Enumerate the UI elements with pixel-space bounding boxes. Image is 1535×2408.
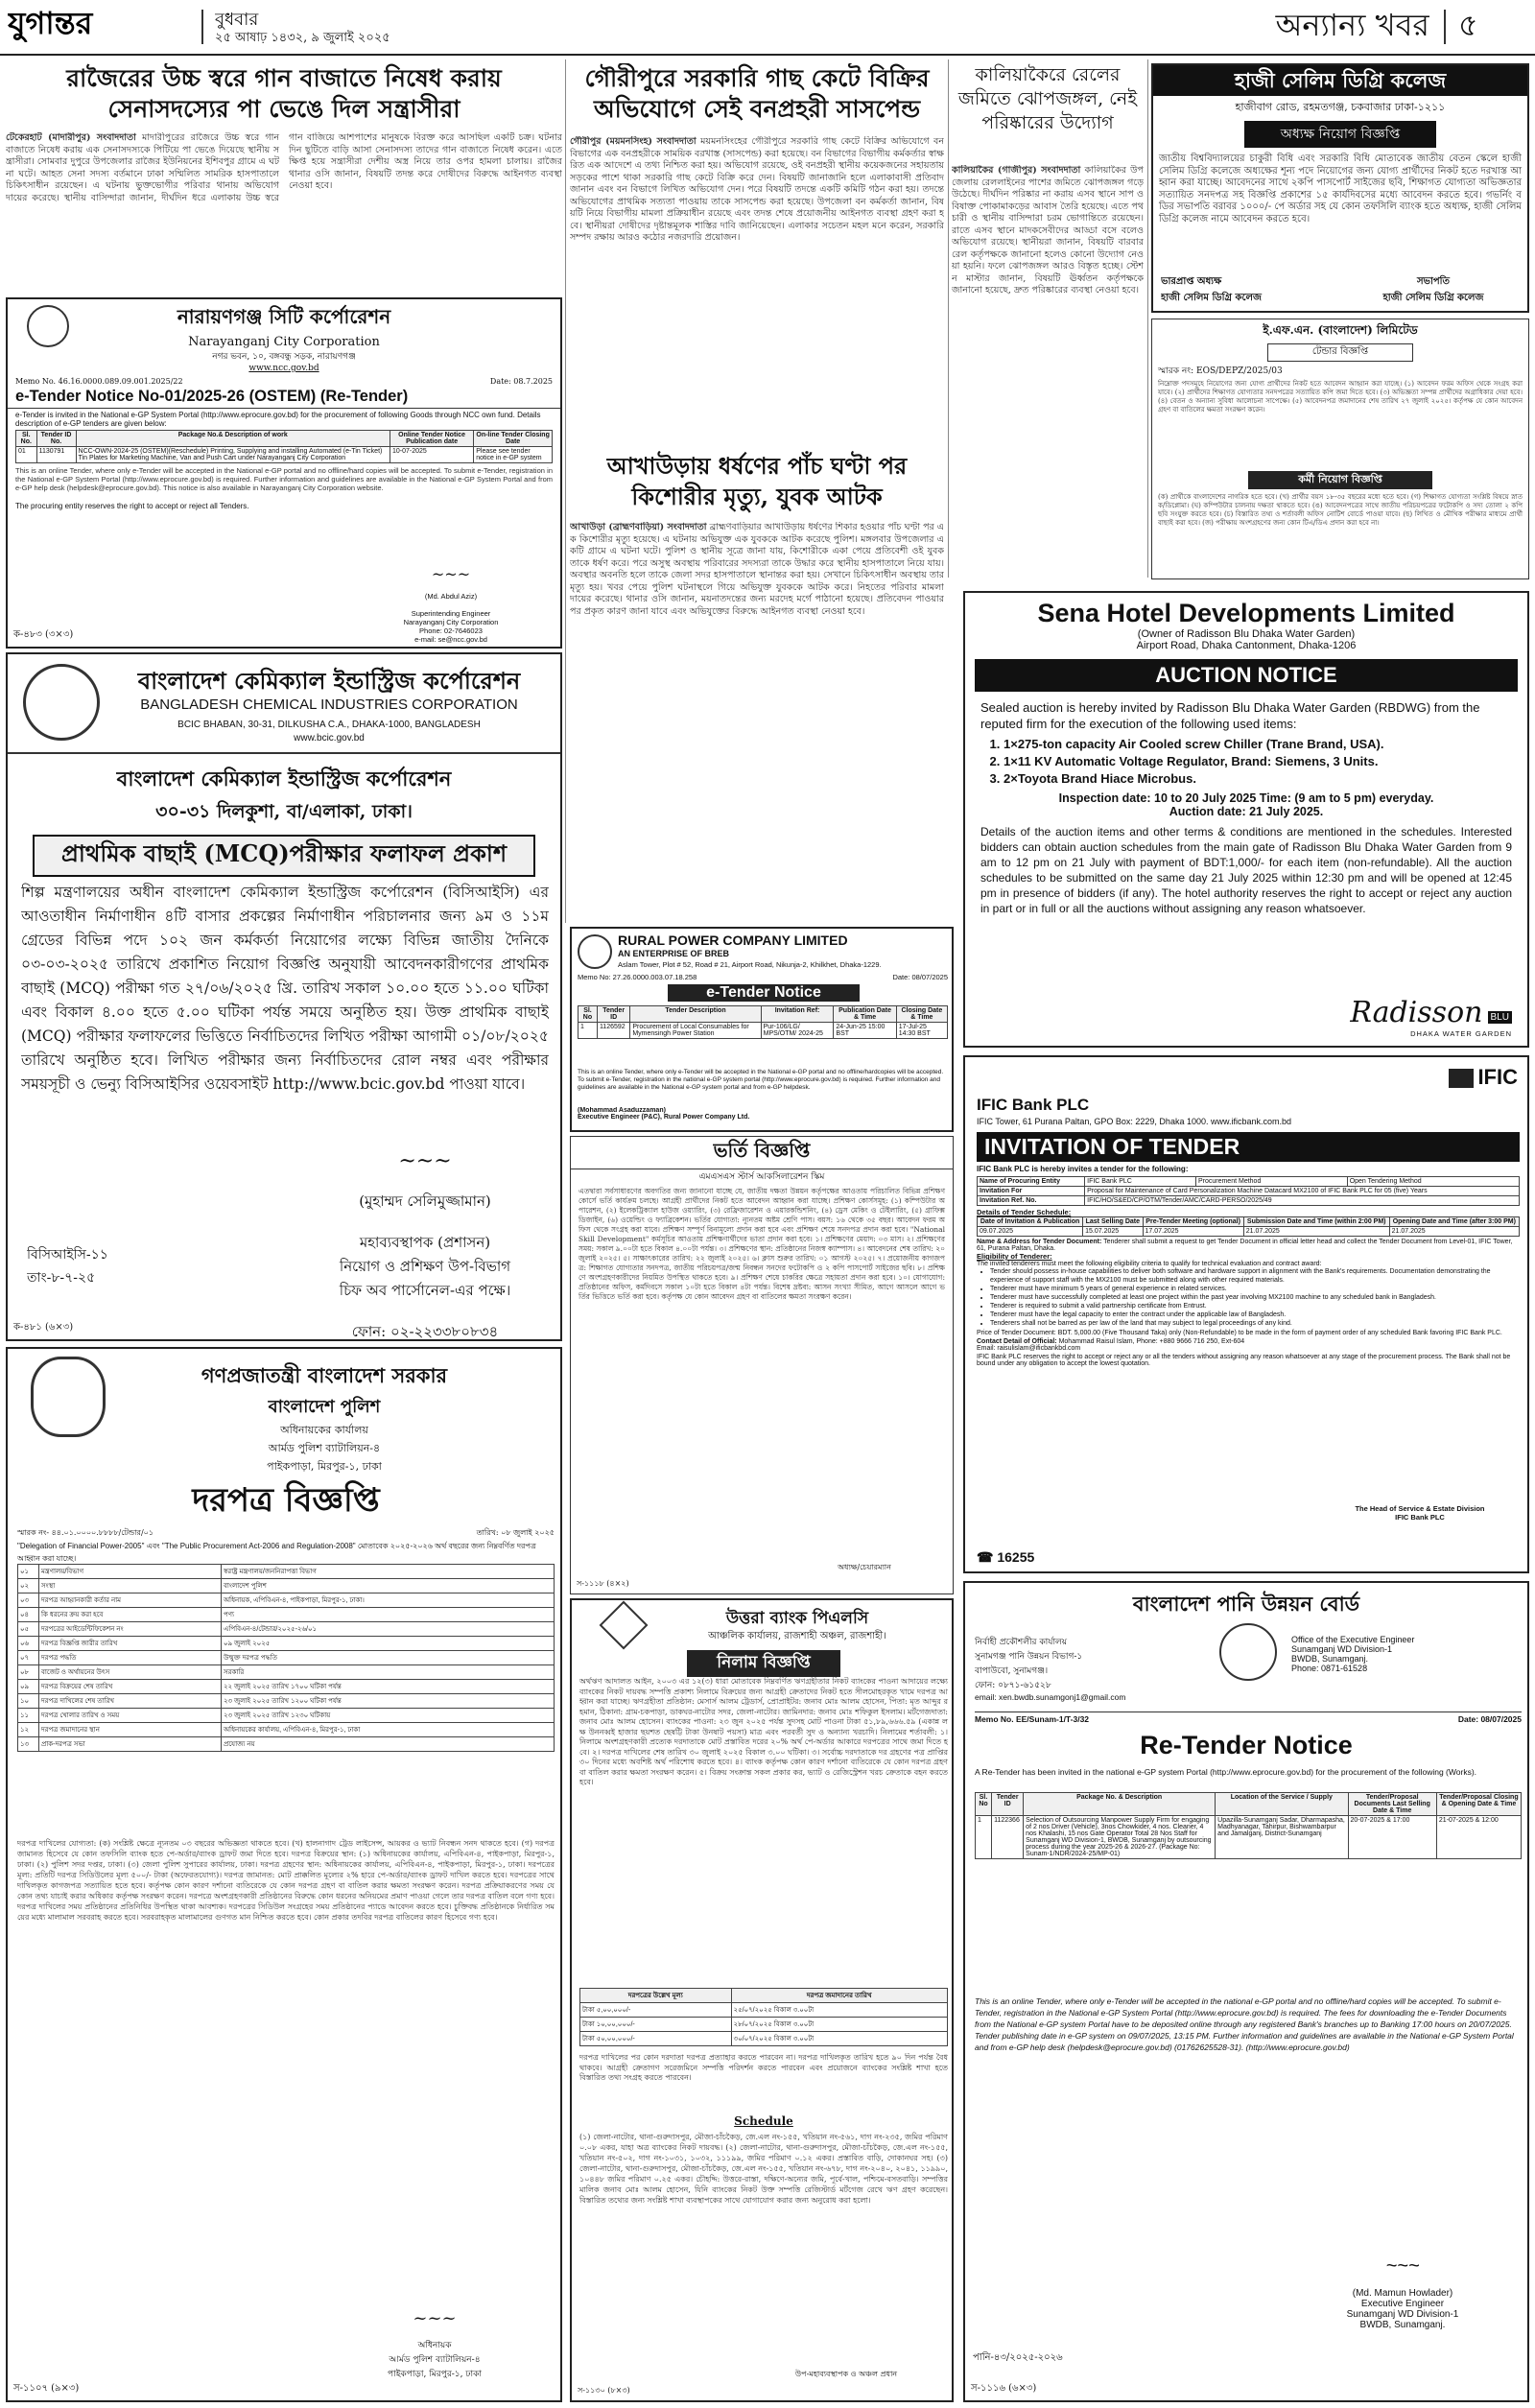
notice-intro: Sealed auction is hereby invited by Radisson Blu Dhaka Water Garden (RBDWG) from the reputed firm for the execution of the following used items: [980,700,1480,731]
notice-title: Re-Tender Notice [1140,1731,1353,1759]
list-item: 1. 1×275-ton capacity Air Cooled screw Chiller (Trane Brand, USA). [1004,736,1489,753]
auction-summary-table: দরপত্রের উল্লেখ মূল্য দরপত্র জমাদানের তারিখ টাকা ৫,০০,০০০/- ২৫/০৭/২০২৫ বিকাল ৩.০০টা টাকা ১০,০০,০০০/- ২৮/০৭/২০২৫ বিকাল ৩.০০টা টাকা ৫০,০০,০০০/- ৩০/০৭/২০২৫ বিকাল ৩.০০টা [579,1988,948,2046]
notice-body: This is an online Tender, where only e-Tender will be accepted in the national e-GP portal and no offline/hard copies will be accepted. To submit e-Tender, registration in the National e-GP System Portal (http://www.eprocure.gov.bd) is required. The fees for downloading the e-Tender Documents from the National e-GP system Portal have to be deposited online through any registered Bank's branches up to Banking 17:00 hours on 20/07/2025. Tender publishing date in e-GP system on 09/07/2025, 13:15 PM. Further information and guidelines are available in the National e-GP System Portal and from e-GP help desk (helpdesk@eprocure.gov.bd) (01762625528-31). (http://www.eprocure.gov.bd) [975,1996,1514,2052]
memo-date: Date: 08/07/2025 [892,973,948,981]
ad-bcic [6,652,562,1341]
ad-code: স-১১০৭ (৯×৩) [13,2383,80,2394]
org-website-link[interactable]: www.bcic.gov.bd [294,733,365,744]
notice-title: দরপত্র বিজ্ঞপ্তি [192,1481,380,1520]
org-name-bn: নারায়ণগঞ্জ সিটি কর্পোরেশন [177,305,391,328]
org-address: নগর ভবন, ১০, বঙ্গবন্ধু সড়ক, নারায়ণগঞ্জ [212,352,356,362]
memo-number: Memo No: 27.26.0000.003.07.18.258 [578,973,697,981]
article-rajoir: রাজৈরের উচ্চ স্বরে গান বাজাতে নিষেধ করায় সেনাসদস্যের পা ভেঙে দিল সন্ত্রাসীরা টেকেরহাট (মাদারীপুর) সংবাদদাতা মাদারীপুরের রাজৈরে উচ্চ স্বরে গান বাজাতে নিষেধ করায় এক সেনাসদস্যকে পিটিয়ে পা ভেঙে দিয়েছে স্থানীয় সন্ত্রাসীরা। সোমবার দুপুরে উপজেলার রাজৈর ইউনিয়নের ইশিবপুর গ্রামে এ ঘটনা ঘটে। আহত সেনা সদস্য বর্তমানে ঢাকা সম্মিলিত সামরিক হাসপাতালে চিকিৎসাধীন রয়েছেন। এ ঘটনায় ভুক্তভোগীর পরিবার থানায় অভিযোগ দায়ের করেছে। স্থানীয় বাসিন্দারা জানান, দীর্ঘদিন ধরে এলাকায় উচ্চ স্বরে গান বাজিয়ে আশপাশের মানুষকে বিরক্ত করে আসছিল একটি চক্র। ঘটনার দিন ছুটিতে বাড়ি আসা সেনাসদস্য তাদের গান বাজাতে নিষেধ করেন। এতে ক্ষিপ্ত হয়ে সন্ত্রাসীরা দেশীয় অস্ত্র নিয়ে তার ওপর হামলা চালায়। রাজৈর থানার ওসি জানান, বিষয়টি তদন্ত করে দোষীদের বিরুদ্ধে আইনগত ব্যবস্থা নেওয়া হবে। [6,64,562,203]
ad-haji-selim-college: হাজী সেলিম ডিগ্রি কলেজ হাজীবাগ রোড, রহমতগঞ্জ, চকবাজার ঢাকা-১২১১ অধ্যক্ষ নিয়োগ বিজ্ঞপ্তি জাতীয় বিশ্ববিদ্যালয়ের চাকুরী বিধি এবং সরকারি বিধি মোতাবেক জাতীয় বেতন স্কেলে হাজী সেলিম ডিগ্রি কলেজে অধ্যক্ষের শূন্য পদে নিয়োগের জন্য যোগ্য প্রার্থীদের নিকট হতে দরখাস্ত আহ্বান করা যাচ্ছে। আবেদনের সাথে ২কপি পাসপোর্ট সাইজের ছবি, শিক্ষাগত যোগ্যতা অভিজ্ঞতার সত্যায়িত সনদপত্র সহ বিজ্ঞপ্তি প্রকাশের ১৫ কার্যদিবসের মধ্যে আবেদন করতে হবে। গভর্নিং বডির সভাপতি বরাবর ১০০০/- পে অর্ডার সহ যে কোন তফসিলি ব্যাংক হতে অধ্যক্ষ, হাজী সেলিম ডিগ্রি কলেজ নামে আবেদন করতে হবে। ভারপ্রাপ্ত অধ্যক্ষ হাজী সেলিম ডিগ্রি কলেজ সভাপতি হাজী সেলিম ডিগ্রি কলেজ [1151,63,1529,313]
table-row: ০৯ দরপত্র বিক্রয়ের শেষ তারিখ ২২ জুলাই ২০২৫ তারিখ ১৭০০ ঘটিকা পর্যন্ত [18,1680,555,1694]
ad-ific-tender: IFIC IFIC Bank PLC IFIC Tower, 61 Purana Paltan, GPO Box: 2229, Dhaka 1000. www.ificbank.com.bd INVITATION OF TENDER IFIC Bank PLC is hereby invites a tender for the following: Name of Procuring Entity IFIC Bank PLC Procurement Method Open Tendering Method Invitation For Proposal for Maintenance of Card Personalization Machine Datacard MX2100 of IFIC Bank PLC for 05 (five) Years Invitation Ref. No. IFIC/HO/S&ED/CP/OTM/Tender/AMC/CARD-PERSO/2025/49 Details of Tender Schedule: Date of Invitation & Publication Last Selling Date Pre-Tender Meeting (optional) Submission Date and Time (within 2:00 PM) Opening Date and Time (after 3:00 PM) 09.07.2025 15.07.2025 17.07.2025 21.07.2025 21.07.2025 Name & Address for Tender Document: Tenderer shall submit a request to get Tender Document in official letter head and collect the Tender Document from Level-01, IFIC Tower, 61, Purana Paltan, Dhaka. Eligibility of Tenderer: The invited tenderers must meet the following eligibility criteria to qualify for technical evaluation and contract award: • Tender should possess in-house capabilities to deliver both software and hardware support in alignment with the Bank's requirements. Documentation demonstrating the experience of support staff with the MX2100 must be submitted along with other required materials. • Tenderer must have minimum 5 years of general experience in related services. • Tenderer must have successfully completed at least one project within the past year involving MX2100 machine to any scheduled bank in Bangladesh. • Tenderer is required to submit a valid partnership certificate from Entrust. • Tenderer must have the legal capacity to enter the contract under the applicable law of Bangladesh. • Tenderers shall not be barred as per law of the land that may subject to legal proceedings of any kind. Price of Tender Document: BDT. 5,000.00 (Five Thousand Taka) only (Non-Refundable) to be made in the form of payment order of any scheduled Bank favoring IFIC Bank PLC. Contact Detail of Official: Mohammad Raisul Islam, Phone: +880 9666 716 250, Ext-604 Email: raisulislam@ificbankbd.com IFIC Bank PLC reserves the right to accept or reject any or all the tenders without assigning any reason whatsoever at any stage of the procurement process. The Bank shall not be bound under any obligation to accept the lowest quotation. The Head of Service & Estate Division IFIC Bank PLC ☎ 16255 [963,1055,1529,1573]
radisson-logo-blu: BLU [1488,1011,1512,1024]
article-dateline: আখাউড়া (ব্রাহ্মণবাড়িয়া) সংবাদদাতা [570,522,707,532]
notice-title: প্রাথমিক বাছাই (MCQ)পরীক্ষার ফলাফল প্রকাশ [33,835,535,877]
signatory-phone: ফোন: ০২-২২৩৩৮০৮৩৪ [351,1323,499,1340]
issue-date: ২৫ আষাঢ় ১৪৩২, ৯ জুলাই ২০২৫ [215,31,390,45]
ad-sena-hotel-auction [963,591,1529,1048]
issue-day: বুধবার [215,10,259,30]
ad-code: ক-৪৮৩ (৩×৩) [13,629,74,640]
signature-mark: ~~~ [431,565,471,583]
table-row: Invitation Ref. No. IFIC/HO/S&ED/CP/OTM/Tender/AMC/CARD-PERSO/2025/49 [978,1196,1520,1206]
tender-table: Sl. No Tender ID Tender Description Invitation Ref: Publication Date & Time Closing Date & Time 1 1126592 Procurement of Local Consumables for Mymensingh Power Station Pur-106/LG/ MPS/OTM/ 2024-25 24-Jun-25 15:00 BST 17-Jul-25 14:30 BST [578,1005,948,1039]
notice-intro: "Delegation of Financial Power-2005" এবং "The Public Procurement Act-2006 and Regulation-2008" মোতাবেক ২০২৫-২০২৬ অর্থ বছরের জন্য নিম্নবর্ণিত দরপত্র আহ্বান করা যাচ্ছে। [17,1542,536,1563]
table-row: 1 1126592 Procurement of Local Consumables for Mymensingh Power Station Pur-106/LG/ MPS/OTM/ 2024-25 24-Jun-25 15:00 BST 17-Jul-25 14:30 BST [579,1023,948,1039]
org-address-en: BCIC BHABAN, 30-31, DILKUSHA C.A., DHAKA-1000, BANGLADESH [177,720,481,730]
table-row: 1 1122366 Selection of Outsourcing Manpower Supply Firm for engaging of 2 nos Driver (Vehicle), 3nos Chowkider, 4 nos. Cleaner, 4 nos Khalashi, 15 nos Gate Operator Total 28 Nos Staff for Sunamganj WD Division-1, BWDB, Sunamganj by outsourcing process during the year 2025-26 & 2026-27. (Package No: Sunam-1/NDR/2024-25/MP-01) Upazilla-Sunamganj Sadar, Dharmapasha, Madhyanagar, Tahirpur, Bishwambarpur and Jamalganj, District-Sunamganj 20-07-2025 & 17:00 21-07-2025 & 12:00 [976,1816,1522,1859]
org-website-link[interactable]: www.ncc.gov.bd [248,364,319,373]
notice-subtitle: এমএসএস স্টার্স আকসিলারেশন স্কিম [698,1172,825,1182]
office-en: Office of the Executive Engineer Sunamganj WD Division-1 BWDB, Sunamganj. Phone: 0871-61528 [1291,1635,1415,1673]
ific-logo-icon [1449,1069,1474,1088]
article-dateline: কালিয়াকৈর (গাজীপুর) সংবাদদাতা [952,165,1081,176]
table-row: ০১ মন্ত্রণালয়/বিভাগ স্বরাষ্ট্র মন্ত্রণালয়/জননিরাপত্তা বিভাগ [18,1565,555,1579]
bank-name: উত্তরা ব্যাংক পিএলসি [725,1609,869,1628]
article-headline: রাজৈরের উচ্চ স্বরে গান বাজাতে নিষেধ করায় সেনাসদস্যের পা ভেঙে দিল সন্ত্রাসীরা [66,64,502,123]
auction-date: Auction date: 21 July 2025. [1169,805,1324,818]
notice-intro: A Re-Tender has been invited in the national e-GP system Portal (http://www.eprocure.gov.bd) for the procurement of the following (Works). [975,1767,1477,1777]
table-row: ১০ দরপত্র দাখিলের শেষ তারিখ ২৩ জুলাই ২০২৫ তারিখ ১২০০ ঘটিকা পর্যন্ত [18,1694,555,1709]
ad-bwdb-retender [963,1581,1529,2402]
article-kaliakair: কালিয়াকৈরে রেলের জমিতে ঝোপজঙ্গল, নেই পরিষ্কারের উদ্যোগ কালিয়াকৈর (গাজীপুর) সংবাদদাতা কালিয়াকৈর উপজেলায় রেললাইনের পাশের জমিতে ঝোপজঙ্গল গড়ে উঠেছে। দীর্ঘদিন পরিষ্কার না করায় এসব স্থানে সাপ ও বিষাক্ত পোকামাকড়ের আবাস তৈরি হয়েছে। এতে পথচারী ও স্থানীয় বাসিন্দারা চরম ভোগান্তিতে রয়েছেন। রাতে এসব স্থানে মাদকসেবীদের আড্ডা বসে বলেও অভিযোগ রয়েছে। স্থানীয়রা জানান, বিষয়টি বারবার রেল কর্তৃপক্ষকে জানানো হলেও কোনো উদ্যোগ নেওয়া হয়নি। ফলে ঝোপজঙ্গল আরও বিস্তৃত হচ্ছে। স্টেশন মাস্টার জানান, বিষয়টি ঊর্ধ্বতন কর্তৃপক্ষকে জানানো হয়েছে, দ্রুত পরিষ্কারের ব্যবস্থা নেওয়া হবে। [952,64,1144,295]
org-name-en: Narayanganj City Corporation [188,335,380,349]
list-item: 3. 2×Toyota Brand Hiace Microbus. [1004,770,1489,788]
article-headline: আখাউড়ায় ধর্ষণের পাঁচ ঘণ্টা পর কিশোরীর মৃত্যু, যুবক আটক [606,452,908,510]
table-row: ০৬ দরপত্র বিজ্ঞপ্তি জারীর তারিখ ০৯ জুলাই ২০২৫ [18,1637,555,1651]
signature-left: ভারপ্রাপ্ত অধ্যক্ষ হাজী সেলিম ডিগ্রি কলেজ [1161,276,1262,303]
notice-body: শিল্প মন্ত্রণালয়ের অধীন বাংলাদেশ কেমিক্যাল ইন্ডাস্ট্রিজ কর্পোরেশন (বিসিআইসি) এর আওতাধীন নির্মাণাধীন ৪টি বাসার প্রকল্পের নির্মাণাধীন পরিচালনার জন্য ৯ম ও ১১ম গ্রেডের বিভিন্ন পদে ১০২ জন কর্মকর্তা নিয়োগের লক্ষ্যে বিভিন্ন জাতীয় দৈনিকে ০৩-০৩-২০২৫ তারিখে প্রকাশিত নিয়োগ বিজ্ঞপ্তি অনুযায়ী আবেদনকারীগণের প্রাথমিক বাছাই (MCQ) পরীক্ষা গত ২৭/০৬/২০২৫ খ্রি. তারিখ সকাল ১০.০০ হতে ১১.০০ ঘটিকা এবং বিকাল ৪.০০ হতে ৫.০০ ঘটিকা পর্যন্ত সময়ে অনুষ্ঠিত হয়। উক্ত প্রাথমিক বাছাই (MCQ) পরীক্ষার ফলাফলের ভিত্তিতে নির্বাচিতদের লিখিত পরীক্ষা আগামী ০১/০৮/২০২৫ তারিখে অনুষ্ঠিত হবে। লিখিত পরীক্ষার জন্য নির্বাচিতদের রোল নম্বর এবং পরীক্ষার সময়সূচী ও ভেন্যু বিসিআইসির ওয়েবসাইট http://www.bcic.gov.bd পাওয়া যাবে। [21,884,549,1093]
list-item: • Tenderer is required to submit a valid partnership certificate from Entrust. [990,1302,1520,1310]
signature-mark: ~~~ [398,1149,452,1173]
ad-title: হাজী সেলিম ডিগ্রি কলেজ [1153,65,1527,96]
signatory: (Md. Mamun Howlader) Executive Engineer Sunamganj WD Division-1 BWDB, Sunamganj. [1346,2288,1459,2330]
table-row: 09.07.2025 15.07.2025 17.07.2025 21.07.2025 21.07.2025 [978,1227,1520,1237]
org-name-repeat: বাংলাদেশ কেমিক্যাল ইন্ডাস্ট্রিজ কর্পোরেশন [116,767,452,791]
list-item: 2. 1×11 KV Automatic Voltage Regulator, Brand: Siemens, 3 Units. [1004,753,1489,770]
company-address: Airport Road, Dhaka Cantonment, Dhaka-1206 [1136,640,1357,651]
memo-number: স্মারক নং- ৪৪.০১.০০০০.৮৮৮৮/টেন্ডার/০১ [17,1528,154,1537]
contact-email: Email: raisulislam@ificbankbd.com [977,1345,1081,1352]
org-name-bn: বাংলাদেশ কেমিক্যাল ইন্ডাস্ট্রিজ কর্পোরেশন [137,667,521,695]
memo-date: Date: 08.7.2025 [489,377,553,386]
ad-rural-power-tender [570,927,954,1132]
memo-number: স্মারক নং: EOS/DEPZ/2025/03 [1158,366,1283,376]
article-headline: কালিয়াকৈরে রেলের জমিতে ঝোপজঙ্গল, নেই পরিষ্কারের উদ্যোগ [957,64,1138,133]
ad-address: হাজীবাগ রোড, রহমতগঞ্জ, চকবাজার ঢাকা-১২১১ [1235,101,1446,113]
ad-code: ক-৪৮১ (৬×৩) [13,1322,74,1333]
company-name: RURAL POWER COMPANY LIMITED [618,933,848,948]
signature-mark: ~~~ [413,2308,457,2328]
article-akhaura: আখাউড়ায় ধর্ষণের পাঁচ ঘণ্টা পর কিশোরীর মৃত্যু, যুবক আটক আখাউড়া (ব্রাহ্মণবাড়িয়া) সংবাদদাতা ব্রাহ্মণবাড়িয়ার আখাউড়ায় ধর্ষণের শিকার হওয়ার পাঁচ ঘণ্টা পর এক কিশোরীর মৃত্যু হয়েছে। এ ঘটনায় অভিযুক্ত এক যুবককে আটক করেছে পুলিশ। মঙ্গলবার উপজেলার একটি গ্রামে এ ঘটনা ঘটে। পুলিশ ও স্থানীয় সূত্রে জানা যায়, কিশোরীকে একা পেয়ে প্রতিবেশী ওই যুবক তাকে ধর্ষণ করে। পরে অসুস্থ অবস্থায় পরিবারের সদস্যরা তাকে উদ্ধার করে স্থানীয় হাসপাতালে নিয়ে যায়। অবস্থার অবনতি হলে তাকে জেলা সদর হাসপাতালে স্থানান্তর করা হয়। সেখানে চিকিৎসাধীন অবস্থায় তার মৃত্যু হয়। খবর পেয়ে পুলিশ ঘটনাস্থলে গিয়ে অভিযুক্ত যুবককে আটক করে। নিহতের পরিবার মামলা দায়ের করেছে। থানার ওসি জানান, ময়নাতদন্তের জন্য মরদেহ মর্গে পাঠানো হয়েছে। প্রতিবেদন পাওয়ার পর প্রকৃত কারণ জানা যাবে এবং অভিযুক্তের বিরুদ্ধে আইনগত ব্যবস্থা নেওয়া হবে। [570,452,944,617]
notice-title: e-Tender Notice No-01/2025-26 (OSTEM) (Re-Tender) [8,386,560,409]
memo-date: তারিখ: ০৮ জুলাই ২০২৫ [476,1528,555,1537]
ncc-logo-icon [27,305,69,347]
office-email: email: xen.bwdb.sunamgonj1@gmail.com [975,1692,1126,1702]
signatory: (Mohammad Asaduzzaman) Executive Engineer (P&C), Rural Power Company Ltd. [578,1107,750,1121]
signatory-title: অধিনায়ক আর্মড পুলিশ ব্যাটালিয়ন-৪ পাইকপাড়া, মিরপুর-১, ঢাকা [388,2341,482,2379]
article-headline: গৌরীপুরে সরকারি গাছ কেটে বিক্রির অভিযোগে সেই বনপ্রহরী সাসপেন্ড [584,64,930,123]
list-item: • Tenderer must have successfully completed at least one project within the past year involving MX2100 machine to any scheduled bank in Bangladesh. [990,1293,1520,1302]
table-row: Name of Procuring Entity IFIC Bank PLC Procurement Method Open Tendering Method [978,1177,1520,1187]
notice-intro: IFIC Bank PLC is hereby invites a tender for the following: [977,1165,1189,1173]
table-row: ০২ সংস্থা বাংলাদেশ পুলিশ [18,1579,555,1594]
company-address: Aslam Tower, Plot # 52, Road # 21, Airport Road, Nikunja-2, Khilkhet, Dhaka-1229. [618,960,882,969]
table-row: ১২ দরপত্র জমাদানের স্থান অধিনায়কের কার্যালয়, এপিবিএন-৪, মিরপুর-১, ঢাকা [18,1723,555,1737]
table-row: ০৭ দরপত্র পদ্ধতি উন্মুক্ত দরপত্র পদ্ধতি [18,1651,555,1665]
ific-logo: IFIC [1403,1065,1518,1090]
schedule-title: Schedule [734,2114,793,2128]
ad-admission: ভর্তি বিজ্ঞপ্তি এমএসএস স্টার্স আকসিলারেশন স্কিম এতদ্বারা সর্বসাধারণের অবগতির জন্য জানানো যাচ্ছে যে, জাতীয় দক্ষতা উন্নয়ন কর্তৃপক্ষের আওতায় পরিচালিত বিভিন্ন প্রশিক্ষণ কোর্সে ভর্তি কার্যক্রম চলছে। আগ্রহী প্রার্থীদের নিকট হতে আবেদন আহ্বান করা যাচ্ছে। প্রশিক্ষণ কোর্সসমূহ: (১) কম্পিউটার অপারেশন, (২) ইলেকট্রিক্যাল হাউজ ওয়্যারিং, (৩) রেফ্রিজারেশন ও এয়ারকন্ডিশনিং, (৪) ড্রেস মেকিং ও টেইলারিং, (৫) গ্রাফিক্স ডিজাইন, (৬) ওয়েল্ডিং ও ফ্যাব্রিকেশন। ভর্তির যোগ্যতা: ন্যূনতম অষ্টম শ্রেণি পাস। বয়স: ১৬ থেকে ৩৫ বছর। আবেদন ফরম অফিস থেকে সংগ্রহ করা যাবে। প্রশিক্ষণ সম্পূর্ণ বিনামূল্যে প্রদান করা হবে এবং প্রশিক্ষণ শেষে সনদপত্র প্রদান করা হবে। "National Skill Development" কর্মসূচির আওতায় প্রশিক্ষণার্থীদের ভাতা প্রদান করা হবে। ১। প্রশিক্ষণের মেয়াদ: ০৩ মাস। ২। প্রশিক্ষণের সময়: সকাল ৯.০০টা হতে বিকাল ৪.০০টা পর্যন্ত। ৩। প্রশিক্ষণের স্থান: প্রতিষ্ঠানের নিজস্ব ক্যাম্পাস। ৪। আবেদনের শেষ তারিখ: ২০ জুলাই ২০২৫। ৫। সাক্ষাৎকারের তারিখ: ২২ জুলাই ২০২৫। ৬। ক্লাস শুরুর তারিখ: ০১ আগস্ট ২০২৫। ৭। প্রয়োজনীয় কাগজপত্র: শিক্ষাগত যোগ্যতার সনদপত্র, জাতীয় পরিচয়পত্র/জন্ম নিবন্ধন সনদের ফটোকপি ও ২ কপি পাসপোর্ট সাইজের ছবি। ৮। প্রশিক্ষণে অংশগ্রহণকারীদের নিয়মিত উপস্থিত থাকতে হবে। ৯। প্রশিক্ষণ শেষে চাকরির ক্ষেত্রে সহায়তা প্রদান করা হবে। ১০। যোগাযোগ: প্রতিষ্ঠানের অফিস, কর্মদিবসে সকাল ১০টা হতে বিকাল ৪টা পর্যন্ত। বিশেষ দ্রষ্টব্য: আসন সংখ্যা সীমিত, আগে আসলে আগে ভর্তির ভিত্তিতে ভর্তি করা হবে। কর্তৃপক্ষ যে কোন আবেদন গ্রহণ বা বাতিলের ক্ষমতা সংরক্ষণ করেন। অধ্যক্ষ/চেয়ারম্যান স-১১১৮ (৪×২) [570,1136,954,1594]
office-address: অধিনায়কের কার্যালয় আর্মড পুলিশ ব্যাটালিয়ন-৪ পাইকপাড়া, মিরপুর-১, ঢাকা [267,1424,382,1473]
ad-code: স-১১১৮ (৪×২) [577,1579,629,1588]
tender-schedule-table: Date of Invitation & Publication Last Selling Date Pre-Tender Meeting (optional) Submission Date and Time (within 2:00 PM) Opening Date and Time (after 3:00 PM) 09.07.2025 15.07.2025 17.07.2025 21.07.2025 21.07.2025 [977,1216,1520,1237]
notice-details: Details of the auction items and other terms & conditions are mentioned in the schedules. Interested bidders can obtain auction schedules from the main gate of Radisson Blu Dhaka Water Garden from 9 am to 12 pm on 21 July with payment of BDT:1,000/- for each item (non-refundable). All the auction schedules to be submitted on the same day 21 July 2025 within 12:30 pm and will be opened at 12:45 pm in presence of bidders (if any). The hotel authority reserves the right to accept or reject any auction in part or in full or all the auctions without assigning any reason whatsoever. [980,825,1512,915]
uttara-bank-logo-icon [600,1601,649,1650]
table-row: ১৩ প্রাক-দরপত্র সভা প্রযোজ্য নয় [18,1737,555,1752]
section-title: অন্যান্য খবর [1275,7,1429,43]
org-name: বাংলাদেশ পুলিশ [268,1397,381,1417]
list-item: • Tenderers shall not be barred as per law of the land that may subject to legal proceedings of any kind. [990,1319,1520,1328]
list-item: • Tenderer must have the legal capacity to enter the contract under the applicable law of Bangladesh. [990,1310,1520,1319]
tender-info-table [977,1176,1520,1206]
signature-mark: ~~~ [1385,2255,1420,2277]
ad-police-tender: গণপ্রজাতন্ত্রী বাংলাদেশ সরকার বাংলাদেশ পুলিশ অধিনায়কের কার্যালয় আর্মড পুলিশ ব্যাটালিয়ন-৪ পাইকপাড়া, মিরপুর-১, ঢাকা দরপত্র বিজ্ঞপ্তি স্মারক নং- ৪৪.০১.০০০০.৮৮৮৮/টেন্ডার/০১ তারিখ: ০৮ জুলাই ২০২৫ "Delegation of Financial Power-2005" এবং "The Public Procurement Act-2006 and Regulation-2008" মোতাবেক ২০২৫-২০২৬ অর্থ বছরের জন্য নিম্নবর্ণিত দরপত্র আহ্বান করা যাচ্ছে। ০১ মন্ত্রণালয়/বিভাগ স্বরাষ্ট্র মন্ত্রণালয়/জননিরাপত্তা বিভাগ ০২ সংস্থা বাংলাদেশ পুলিশ ০৩ দরপত্র আহ্বানকারী কর্তার নাম অধিনায়ক, এপিবিএন-৪, পাইকপাড়া, মিরপুর-১, ঢাকা। ০৪ কি ধরনের ক্রয় করা হবে পণ্য ০৫ দরপত্রের আইডেন্টিফিকেশন নং এপিবিএন-৪/টেন্ডার/২০২৫-২৬/০১ ০৬ দরপত্র বিজ্ঞপ্তি জারীর তারিখ ০৯ জুলাই ২০২৫ ০৭ দরপত্র পদ্ধতি উন্মুক্ত দরপত্র পদ্ধতি ০৮ বাজেট ও অর্থায়নের উৎস সরকারি ০৯ দরপত্র বিক্রয়ের শেষ তারিখ ২২ জুলাই ২০২৫ তারিখ ১৭০০ ঘটিকা পর্যন্ত ১০ দরপত্র দাখিলের শেষ তারিখ ২৩ জুলাই ২০২৫ তারিখ ১২০০ ঘটিকা পর্যন্ত ১১ দরপত্র খোলার তারিখ ও সময় ২৩ জুলাই ২০২৫ তারিখ ১২৩০ ঘটিকায় ১২ দরপত্র জমাদানের স্থান অধিনায়কের কার্যালয়, এপিবিএন-৪, মিরপুর-১, ঢাকা ১৩ প্রাক-দরপত্র সভা প্রযোজ্য নয় দরপত্র দাখিলের যোগ্যতা: (ক) সংশ্লিষ্ট ক্ষেত্রে ন্যূনতম ০৩ বছরের অভিজ্ঞতা থাকতে হবে। (খ) হালনাগাদ ট্রেড লাইসেন্স, আয়কর ও ভ্যাট নিবন্ধন সনদ থাকতে হবে। (গ) দরপত্র জামানত হিসেবে যে কোন তফসিলি ব্যাংক হতে পে-অর্ডার/ব্যাংক ড্রাফট জমা দিতে হবে। দরপত্র বিক্রয়ের স্থান: (১) অধিনায়কের কার্যালয়, এপিবিএন-৪, পাইকপাড়া, মিরপুর-১, ঢাকা। (২) পুলিশ সদর দপ্তর, ঢাকা। (৩) জেলা পুলিশ সুপারের কার্যালয়, ঢাকা। দরপত্র গ্রহণের স্থান: অধিনায়কের কার্যালয়, এপিবিএন-৪, পাইকপাড়া, মিরপুর-১, ঢাকা। দরপত্রের মূল্য: প্রতিটি দরপত্র সিডিউলের মূল্য ৫০০/- টাকা (অফেরতযোগ্য)। দরপত্র জামানত: মোট প্রাক্কলিত মূল্যের ২% হারে পে-অর্ডার/ব্যাংক ড্রাফট দাখিল করতে হবে। দরপত্রের সাথে দাখিলকৃত কাগজপত্র সত্যায়িত হতে হবে। কর্তৃপক্ষ কোন কারণ দর্শানো ব্যতিরেকে যে কোন দরপত্র গ্রহণ বা বাতিল করার ক্ষমতা সংরক্ষণ করেন। দরপত্র প্রক্রিয়াকরণের সময় যে কোন তথ্য যাচাই করার অধিকার কর্তৃপক্ষ সংরক্ষণ করেন। দরপত্রে অংশগ্রহণকারী প্রতিষ্ঠানের বিরুদ্ধে কোন ধরনের অনিয়মের প্রমাণ পাওয়া গেলে তার দরপত্র বাতিল বলে গণ্য হবে। দরপত্র দাখিলের সময় প্রতিষ্ঠানের প্রতিনিধির উপস্থিত থাকা আবশ্যক। দরপত্রের সিডিউল সংগ্রহের সময় প্রতিষ্ঠানের প্যাডে আবেদন করতে হবে। চুক্তিবদ্ধ প্রতিষ্ঠানকে নির্ধারিত সময়ের মধ্যে মালামাল সরবরাহ করতে হবে। সরবরাহকৃত মালামালের গুণগত মান নিশ্চিত করতে হবে। কোন প্রকার তদবির দরপত্র বাতিলের কারণ হিসেবে গণ্য হবে। ~~~ অধিনায়ক আর্মড পুলিশ ব্যাটালিয়ন-৪ পাইকপাড়া, মিরপুর-১, ঢাকা স-১১০৭ (৯×৩) [6,1347,562,2402]
table-row: 01 1130791 NCC-OWN-2024-25 (OSTEM)(Reschedule) Printing, Supplying and installing Automated (e-Tin Ticket) Tin Plates for Marketing Machine, Van and Push Cart under Narayanganj City Corporation 10-07-2025 Please see tender notice in e-GP system [16,447,553,463]
table-row: Invitation For Proposal for Maintenance of Card Personalization Machine Datacard MX2100 of IFIC Bank PLC for 05 (five) Years [978,1187,1520,1196]
ad-ncc-tender: নারায়ণগঞ্জ সিটি কর্পোরেশন Narayanganj City Corporation নগর ভবন, ১০, বঙ্গবন্ধু সড়ক, নারায়ণগঞ্জ www.ncc.gov.bd Memo No. 46.16.0000.089.09.001.2025/22 Date: 08.7.2025 e-Tender Notice No-01/2025-26 (OSTEM) (Re-Tender) e-Tender is invited in the National e-GP System Portal (http://www.eprocure.gov.bd) for the procurement of following Goods through NCC own fund. Details description of e-GP tenders are given below: Sl. No. Tender ID No. Package No.& Description of work Online Tender Notice Publication date On-line Tender Closing Date 01 1130791 NCC-OWN-2024-25 (OSTEM)(Reschedule) Printing, Supplying and installing Automated (e-Tin Ticket) Tin Plates for Marketing Machine, Van and Push Cart under Narayanganj City Corporation 10-07-2025 Please see tender notice in e-GP system This is an online Tender, where only e-Tender will be accepted in the National e-GP portal and no offline/hard copies will be accepted. To submit e-Tender, registration in the National e-GP System Portal (http://www.eprocure.gov.bd) is required. Further information and guidelines are available in the National e-GP System Portal and from e-GP help desk (helpdesk@eprocure.gov.bd). This notice is also available in Narayanganj City Corporation website. The procuring entity reserves the right to accept or reject all Tenders. ~~~ (Md. Abdul Aziz) Superintending Engineer Narayanganj City Corporation Phone: 02-7646023 e-mail: se@ncc.gov.bd ক-৪৮৩ (৩×৩) [6,297,562,649]
company-sub: AN ENTERPRISE OF BREB [618,949,730,958]
table-row: ০৩ দরপত্র আহ্বানকারী কর্তার নাম অধিনায়ক, এপিবিএন-৪, পাইকপাড়া, মিরপুর-১, ঢাকা। [18,1594,555,1608]
bank-website-link[interactable]: www.ificbank.com.bd [1211,1117,1292,1126]
police-emblem-icon [31,1357,106,1437]
ad-uttara-bank-auction: উত্তরা ব্যাংক পিএলসি আঞ্চলিক কার্যালয়, রাজশাহী অঞ্চল, রাজশাহী। নিলাম বিজ্ঞপ্তি অর্থঋণ আদালত আইন, ২০০৩ এর ১২(৩) ধারা মোতাবেক নিম্নবর্ণিত ঋণগ্রহীতার নিকট ব্যাংকের পাওনা আদায়ের লক্ষ্যে ব্যাংকের নিকট দায়বদ্ধ সম্পত্তি প্রকাশ্য নিলামে বিক্রয়ের জন্য আগ্রহী ক্রেতাদের নিকট হতে সীলমোহরকৃত খামে দরপত্র আহ্বান করা যাচ্ছে। ঋণগ্রহীতা প্রতিষ্ঠান: মেসার্স আলম ট্রেডার্স, প্রোপ্রাইটর: জনাব মোঃ আলম হোসেন, পিতা: মৃত আব্দুর রহমান, ঠিকানা: গ্রাম-চকপাড়া, ডাকঘর-নাটোর সদর, জেলা-নাটোর। জামিনদার: জনাব মোঃ শফিকুল ইসলাম। মর্টগেজদাতা: জনাব মোঃ আলম হোসেন। ব্যাংকের পাওনা: ২৩ জুন ২০২৫ পর্যন্ত সুদসহ মোট পাওনা টাকা ৫১,৮৯,৬৬৬.৫৯ (একান্ন লক্ষ উননব্বই হাজার ছয়শত ছেষট্টি টাকা উনষাট পয়সা) মাত্র এবং পরবর্তী সুদ ও অন্যান্য খরচাদি। নিলামের শর্তাবলী: ১। নিলামে অংশগ্রহণকারী প্রত্যেক দরদাতাকে মোট প্রস্তাবিত দরের ২০% অর্থ পে-অর্ডার আকারে দরপত্রের সাথে জমা দিতে হবে। ২। দরপত্র দাখিলের শেষ তারিখ ৩০ জুলাই ২০২৫ বিকাল ৩.০০ ঘটিকা। ৩। সর্বোচ্চ দরদাতাকে দর গ্রহণের পত্র প্রাপ্তির ৩০ দিনের মধ্যে অবশিষ্ট অর্থ পরিশোধ করতে হবে। ৪। ব্যাংক কর্তৃপক্ষ কোন কারণ দর্শানো ব্যতিরেকে যে কোন দরপত্র গ্রহণ বা বাতিল করার ক্ষমতা সংরক্ষণ করেন। ৫। বিক্রয় সংক্রান্ত সকল প্রকার কর, ভ্যাট ও রেজিস্ট্রেশন খরচ ক্রেতাকে বহন করতে হবে। দরপত্রের উল্লেখ মূল্য দরপত্র জমাদানের তারিখ টাকা ৫,০০,০০০/- ২৫/০৭/২০২৫ বিকাল ৩.০০টা টাকা ১০,০০,০০০/- ২৮/০৭/২০২৫ বিকাল ৩.০০টা টাকা ৫০,০০,০০০/- ৩০/০৭/২০২৫ বিকাল ৩.০০টা দরপত্র দাখিলের পর কোন দরদাতা দরপত্র প্রত্যাহার করতে পারবেন না। দরপত্র দাখিলকৃত তারিখ হতে ৯০ দিন পর্যন্ত বৈধ থাকবে। আগ্রহী ক্রেতাগণ সরেজমিনে সম্পত্তি পরিদর্শন করতে পারবেন এবং প্রয়োজনে ব্যাংকের সংশ্লিষ্ট শাখা হতে বিস্তারিত তথ্য সংগ্রহ করতে পারবেন। Schedule (১) জেলা-নাটোর, থানা-গুরুদাসপুর, মৌজা-চাঁচকৈড়, জে.এল নং-১৫৫, খতিয়ান নং-৫৬১, দাগ নং-২৩৫, জমির পরিমাণ ০.০৮ একর, যাহা অত্র ব্যাংকের নিকট দায়বদ্ধ। (২) জেলা-নাটোর, থানা-গুরুদাসপুর, মৌজা-চাঁচকৈড়, জে.এল নং-১৫৫, খতিয়ান নং-৫০২, দাগ নং-১০৩১, ১০৩২, ১১১৯৯, জমির পরিমাণ ০.১২ একর। প্রস্তাবিত বাড়ি, দোকানঘর সহ। (৩) জেলা-নাটোর, থানা-গুরুদাসপুর, মৌজা-চাঁচকৈড়, জে.এল নং-১৫৫, খতিয়ান নং-৬৭৮, দাগ নং-২০৪০, ২০৪১, ১১৯৯০, ১০৪৪৮ জমির পরিমাণ ০.২৫ একর। চৌহদ্দি: উত্তরে-রাস্তা, দক্ষিণে-অন্যের জমি, পূর্বে-খাল, পশ্চিমে-বসতবাড়ি। সম্পত্তির মালিক জনাব মোঃ আলম হোসেন, যিনি ব্যাংকের নিকট উক্ত সম্পত্তি রেজিস্টার্ড মর্টগেজ রেখে ঋণ গ্রহণ করেছেন। বিস্তারিত তথ্যের জন্য সংশ্লিষ্ট শাখা ব্যবস্থাপকের সাথে যোগাযোগ করার জন্য অনুরোধ করা হলো। উপ-মহাব্যবস্থাপক ও অঞ্চল প্রধান স-১১৩০ (৮×৩) [570,1598,954,2402]
newspaper-logo: যুগান্তর [8,5,93,41]
bank-address: IFIC Tower, 61 Purana Paltan, GPO Box: 2229, Dhaka 1000. [977,1117,1209,1126]
signatory: The Head of Service & Estate Division IFIC Bank PLC [1355,1504,1485,1522]
bank-name: IFIC Bank PLC [977,1096,1090,1114]
eligibility-list [977,1267,1520,1328]
org-name: বাংলাদেশ পানি উন্নয়ন বোর্ড [1132,1592,1360,1616]
notice-title: e-Tender Notice [668,984,860,1002]
phone-icon: ☎ [977,1549,994,1565]
rpcl-logo-icon [578,934,612,969]
notice-title: নিলাম বিজ্ঞপ্তি [687,1650,840,1677]
bwdb-logo-icon [1219,1623,1277,1681]
article-gouripur: গৌরীপুরে সরকারি গাছ কেটে বিক্রির অভিযোগে সেই বনপ্রহরী সাসপেন্ড গৌরীপুর (ময়মনসিংহ) সংবাদদাতা ময়মনসিংহের গৌরীপুরে সরকারি গাছ কেটে বিক্রির অভিযোগে বনবিভাগের এক বনপ্রহরীকে সাময়িক বরখাস্ত (সাসপেন্ড) করা হয়েছে। বন বিভাগের বিভাগীয় কর্মকর্তার স্বাক্ষরিত এক আদেশে এ তথ্য নিশ্চিত করা হয়। অভিযোগ রয়েছে, ওই বনপ্রহরী স্থানীয় কয়েকজনের সহায়তায় সড়কের পাশে থাকা সরকারি গাছ কেটে বিক্রি করে দেন। বিষয়টি জানাজানি হলে এলাকাবাসী প্রতিবাদ জানান এবং বন বিভাগে লিখিত অভিযোগ দেন। পরে বিষয়টি তদন্তে একটি কমিটি গঠন করা হয়। তদন্তে অভিযোগের প্রাথমিক সত্যতা পাওয়ায় তাকে সাসপেন্ড করা হয়েছে। উপজেলা বন কর্মকর্তা জানান, বিষয়টি নিয়ে বিভাগীয় মামলা প্রক্রিয়াধীন রয়েছে এবং তদন্ত শেষে প্রয়োজনীয় আইনগত ব্যবস্থা গ্রহণ করা হবে। স্থানীয়রা দোষীদের দৃষ্টান্তমূলক শাস্তির দাবি জানিয়েছেন। এলাকার সচেতন মহল মনে করেন, সরকারি সম্পদ রক্ষায় আরও কঠোর নজরদারি প্রয়োজন। [570,64,944,243]
bank-office: আঞ্চলিক কার্যালয়, রাজশাহী অঞ্চল, রাজশাহী। [708,1631,886,1641]
signatory-title: মহাব্যবস্থাপক (প্রশাসন) নিয়োগ ও প্রশিক্ষণ উপ-বিভাগ চিফ অব পার্সোনেল-এর পক্ষে। [339,1234,511,1299]
tender-price: Price of Tender Document: BDT. 5,000.00 (Five Thousand Taka) only (Non-Refundable) to be made in the form of payment order of any scheduled Bank favoring IFIC Bank PLC. [977,1330,1502,1336]
signatory-name: (Md. Abdul Aziz) [424,592,478,601]
notice-banner: AUCTION NOTICE [975,659,1518,692]
list-item: • Tenderer must have minimum 5 years of general experience in related services. [990,1285,1520,1293]
signatory: অধ্যক্ষ/চেয়ারম্যান [838,1563,891,1571]
signature-right: সভাপতি হাজী সেলিম ডিগ্রি কলেজ [1382,276,1484,303]
org-name-en: BANGLADESH CHEMICAL INDUSTRIES CORPORATION [140,696,518,713]
bcic-logo-icon [23,664,100,741]
ad-code: স-১১১৬ (৬×৩) [971,2383,1037,2394]
memo-date: Date: 08/07/2025 [1457,1714,1522,1724]
notice-intro: e-Tender is invited in the National e-GP System Portal (http://www.eprocure.gov.bd) for the procurement of following Goods through NCC own fund. Details description of e-GP tenders are given below: [15,411,541,428]
radisson-logo: Radisson [1350,996,1483,1029]
reference-number: বিসিআইসি-১১ তাং-৮-৭-২৫ [27,1247,108,1286]
notice-title: ভর্তি বিজ্ঞপ্তি [571,1137,953,1169]
inspection-date: Inspection date: 10 to 20 July 2025 Time: (9 am to 5 pm) everyday. [1058,791,1434,805]
table-row: ০৮ বাজেট ও অর্থায়নের উৎস সরকারি [18,1665,555,1680]
auction-items-list [965,732,1527,791]
table-row: ১১ দরপত্র খোলার তারিখ ও সময় ২৩ জুলাই ২০২৫ তারিখ ১২৩০ ঘটিকায় [18,1709,555,1723]
hotline: ☎ 16255 [977,1549,1035,1565]
table-row: ০৫ দরপত্রের আইডেন্টিফিকেশন নং এপিবিএন-৪/টেন্ডার/২০২৫-২৬/০১ [18,1622,555,1637]
company-title: Sena Hotel Developments Limited [1037,599,1455,627]
signatory-title: Superintending Engineer Narayanganj City Corporation Phone: 02-7646023 e-mail: se@ncc.gov.bd [403,609,499,644]
table-row: ০৪ কি ধরনের ক্রয় করা হবে পণ্য [18,1608,555,1622]
ad-company: ই.এফ.এন. (বাংলাদেশ) লিমিটেড [1263,323,1418,337]
gov-title: গণপ্রজাতন্ত্রী বাংলাদেশ সরকার [201,1363,448,1387]
notice-title: INVITATION OF TENDER [977,1132,1520,1162]
radisson-logo-sub: DHAKA WATER GARDEN [1410,1029,1512,1038]
list-item: • Tender should possess in-house capabilities to deliver both software and hardware support in alignment with the Bank's requirements. Documentation demonstrating the experience of support staff with the MX2100 must be submitted along with other required materials. [990,1267,1520,1285]
ad-notice-title: অধ্যক্ষ নিয়োগ বিজ্ঞপ্তি [1244,121,1436,148]
article-dateline: গৌরীপুর (ময়মনসিংহ) সংবাদদাতা [570,136,697,147]
signatory-name: (মুহাম্মদ সেলিমুজ্জামান) [359,1192,491,1210]
tender-table [17,1564,555,1752]
ad-notice-title: টেন্ডার বিজ্ঞপ্তি [1267,343,1413,362]
memo-number: Memo No. 46.16.0000.089.09.001.2025/22 [15,377,183,386]
office-bn: নির্বাহী প্রকৌশলীর কার্যালয় সুনামগঞ্জ পানি উন্নয়ন বিভাগ-১ বাপাউবো, সুনামগঞ্জ। ফোন: ০৮৭১-৬১৫২৮ [975,1638,1083,1690]
company-owner: (Owner of Radisson Blu Dhaka Water Garden) [1137,628,1356,640]
notice-footer: The procuring entity reserves the right to accept or reject all Tenders. [15,502,249,510]
tender-table: Sl. No. Tender ID No. Package No.& Description of work Online Tender Notice Publication date On-line Tender Closing Date 01 1130791 NCC-OWN-2024-25 (OSTEM)(Reschedule) Printing, Supplying and installing Automated (e-Tin Ticket) Tin Plates for Marketing Machine, Van and Push Cart under Narayanganj City Corporation 10-07-2025 Please see tender notice in e-GP system [15,430,553,463]
contact-detail: Mohammad Raisul Islam, Phone: +880 9666 716 250, Ext-604 [1058,1338,1245,1345]
page-number: ৫ [1458,7,1478,43]
memo-number: Memo No. EE/Sunam-1/T-3/32 [975,1714,1090,1724]
reference-code: পানি-৪৩/২০২৫-২০২৬ [973,2352,1063,2363]
article-dateline: টেকেরহাট (মাদারীপুর) সংবাদদাতা [6,132,136,143]
tender-table: Sl. No Tender ID Package No. & Description Location of the Service / Supply Tender/Proposal Documents Last Selling Date & Time Tender/Proposal Closing & Opening Date & Time 1 1122366 Selection of Outsourcing Manpower Supply Firm for engaging of 2 nos Driver (Vehicle), 3nos Chowkider, 4 nos. Cleaner, 4 nos Khalashi, 15 nos Gate Operator Total 28 Nos Staff for Sunamganj WD Division-1, BWDB, Sunamganj by outsourcing process during the year 2025-26 & 2026-27. (Package No: Sunam-1/NDR/2024-25/MP-01) Upazilla-Sunamganj Sadar, Dharmapasha, Madhyanagar, Tahirpur, Bishwambarpur and Jamalganj, District-Sunamganj 20-07-2025 & 17:00 21-07-2025 & 12:00 [975,1792,1522,1859]
ad-subtitle: কর্মী নিয়োগ বিজ্ঞপ্তি [1248,471,1432,489]
org-address-bn: ৩০-৩১ দিলকুশা, বা/এলাকা, ঢাকা। [155,801,413,822]
masthead [0,0,1535,56]
ad-code: স-১১৩০ (৮×৩) [578,2386,630,2395]
ad-efn-tender: ই.এফ.এন. (বাংলাদেশ) লিমিটেড টেন্ডার বিজ্ঞপ্তি স্মারক নং: EOS/DEPZ/2025/03 নিম্নোক্ত পদসমূহে নিয়োগের জন্য যোগ্য প্রার্থীদের নিকট হতে আবেদন আহ্বান করা যাচ্ছে। (১) আবেদন ফরম অফিস থেকে সংগ্রহ করা যাবে। (২) প্রার্থীদের শিক্ষাগত যোগ্যতার সনদপত্রের সত্যায়িত কপি জমা দিতে হবে। (৩) অভিজ্ঞতা সম্পন্ন প্রার্থীদের অগ্রাধিকার দেয়া হবে। (৪) বেতন ও অন্যান্য সুবিধা আলোচনা সাপেক্ষে। (৫) আবেদনপত্র জমাদানের শেষ তারিখ ২৭ জুলাই ২০২৫। কর্তৃপক্ষ যে কোন আবেদন গ্রহণ বা বাতিলের ক্ষমতা সংরক্ষণ করেন। কর্মী নিয়োগ বিজ্ঞপ্তি (ক) প্রার্থীকে বাংলাদেশের নাগরিক হতে হবে। (খ) প্রার্থীর বয়স ১৮-৩৫ বছরের মধ্যে হতে হবে। (গ) শিক্ষাগত যোগ্যতা সংশ্লিষ্ট বিষয়ে স্নাতক/ডিপ্লোমা। (ঘ) কম্পিউটার চালনায় দক্ষতা থাকতে হবে। (ঙ) আবেদনপত্রের সাথে জাতীয় পরিচয়পত্রের ফটোকপি ও সদ্য তোলা ২ কপি ছবি সংযুক্ত করতে হবে। (চ) বিস্তারিত তথ্য ও শর্তাবলী অফিস নোটিশ বোর্ডে পাওয়া যাবে। (ছ) লিখিত ও মৌখিক পরীক্ষার মাধ্যমে প্রার্থী বাছাই করা হবে। (জ) পরীক্ষায় অংশগ্রহণের জন্য কোন টিএ/ডিএ প্রদান করা হবে না। [1151,319,1529,579]
notice-body: This is an online Tender, where only e-Tender will be accepted in the National e-GP portal and no offline/hardcopies will be accepted. To submit e-Tender, registration in the national e-GP system portal (http://www.eprocure.gov.bd) is required. Further information and guidelines are available in the National e-GP system portal and from e-GP helpdesk. [578,1069,944,1091]
